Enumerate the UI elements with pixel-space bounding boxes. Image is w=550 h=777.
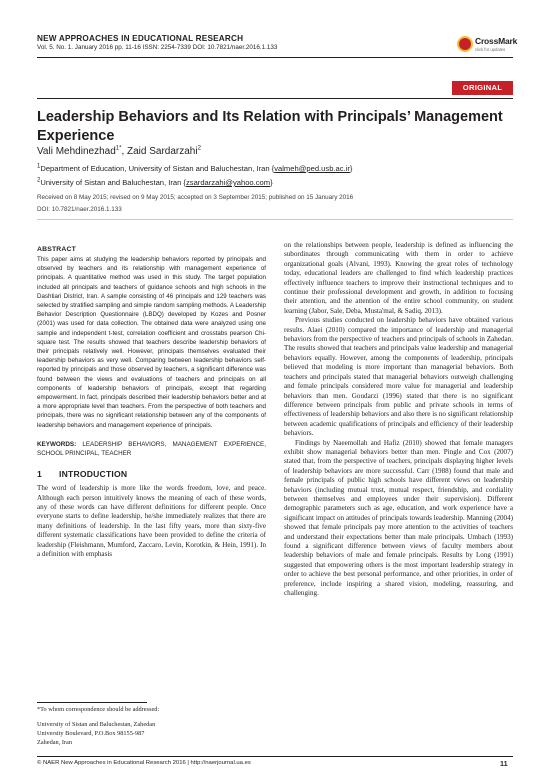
crossmark-icon	[457, 36, 473, 52]
correspondence-address-line: University Boulevard, P.O.Box 98155-987	[37, 730, 145, 737]
abstract-heading: ABSTRACT	[37, 246, 76, 253]
badge-divider	[37, 98, 513, 99]
journal-name: NEW APPROACHES IN EDUCATIONAL RESEARCH	[37, 34, 244, 43]
email-link[interactable]: valmeh@ped.usb.ac.ir	[274, 164, 350, 173]
meta-divider	[37, 219, 513, 220]
footnote-divider	[37, 702, 147, 703]
article-type-badge: ORIGINAL	[452, 81, 513, 95]
keywords-text: LEADERSHIP BEHAVIORS, MANAGEMENT EXPERIENCE, SCHOOL PRINCIPAL, TEACHER	[37, 440, 266, 458]
section-title: INTRODUCTION	[59, 469, 128, 480]
author-separator: ,	[121, 146, 127, 157]
affiliation-1	[37, 164, 352, 173]
affiliation-close: }	[270, 178, 273, 187]
section-number: 1	[37, 469, 42, 480]
page-number: 11	[500, 759, 508, 768]
abstract-text: This paper aims at studying the leadership behaviors reported by principals and observed by teachers and its relationship with management experience of principals. A quantitative method was used in this study. The target population included all principals and teachers of guidance schools and high schools in the Dashtiari District, Iran. A sample consisting of 46 principals and 129 teachers was selected by stratified sampling and simple random sampling methods. A Leadership Behavior Description Questionnaire (LBDQ) developed by Kozes and Posner (2001) was used for data collection. The obtained data were analyzed using one sample and independent t-test, correlation coefficient and crosstabs pearson Chi-square test. The results showed that teachers describe leadership behaviors of their principals relatively well. However, principals themselves evaluated their leadership behaviors as very well. Comparing between leadership behaviors self-reported by principals and those observed by teachers, a significant difference was found between the views and evaluations of teachers and principals on all components of leadership behaviors of principals, except that regarding empowerment. In fact, principals described their leadership behaviors better and at a more appropriate level than teachers. From the perspective of both teachers and principals, there was no significant relationship between any of the components of leadership behaviors and management experience of principals.	[37, 256, 266, 429]
body-paragraph: Previous studies conducted on leadership behaviors have obtained various results. Alaei (2010) compared the importance of leadership and managerial behaviors from the perspective of teachers and principals of schools in Zahedan. The results showed that teachers and principals value leadership and managerial behaviors equally. However, among the components of leadership, principals believed that modeling is more important than managerial behaviors. Both teachers and principals stated that managerial behaviors outweigh challenging and female principals considered more value for managerial and leadership behaviors than men. Goudarzi (1996) stated that there is no significant difference between principals from public and private schools in terms of effectiveness of leadership behaviors and also there is no significant relationship between academic qualifications of principals and efficiency of their leadership behaviors.	[284, 316, 513, 438]
article-doi: DOI: 10.7821/naer.2016.1.133	[37, 206, 122, 213]
author-affiliation-marker: 2	[197, 145, 201, 152]
author-affiliation-marker: 1*	[115, 145, 122, 152]
affiliation-2	[37, 178, 273, 187]
article-title: Leadership Behaviors and Its Relation with Principals’ Management Experience	[37, 109, 503, 144]
body-paragraph: on the relationships between people, leadership is defined as influencing the subordinates through communicating with them in order to achieve organizational goals (Alvani, 1993). Knowing the great roles of technology today, educational leaders are challenged to find which leadership practices effectively influence teachers to improve their instructional techniques and to continue their professional development and growth, in addition to focusing their attention, and the attention of the entire school community, on student learning (Jabor, Sale, Deba, Musta'mal, & Sadiq, 2013).	[284, 241, 513, 315]
section-heading	[37, 469, 266, 479]
header-divider	[37, 57, 513, 58]
footer-copyright[interactable]: © NAER New Approaches in Educational Research 2016 | http://naerjournal.ua.es	[37, 760, 251, 766]
publication-dates: Received on 8 May 2015; revised on 9 May 2015; accepted on 3 September 2015; published on 15 January 2016	[37, 194, 354, 201]
affiliation-text: University of Sistan and Baluchestan, Iran {	[40, 178, 186, 187]
correspondence-address-line: University of Sistan and Baluchestan, Zahedan	[37, 721, 156, 728]
correspondence-address-line: Zahedan, Iran	[37, 739, 72, 746]
affiliation-marker: 2	[37, 177, 41, 184]
affiliation-text: Department of Education, University of Sistan and Baluchestan, Iran {	[40, 164, 275, 173]
keywords-label: KEYWORDS:	[37, 440, 77, 448]
author-name: Zaid Sardarzahi	[127, 146, 198, 157]
footer-divider	[37, 756, 513, 757]
keywords	[37, 440, 266, 458]
affiliation-marker: 1	[37, 163, 41, 170]
body-paragraph: Findings by Naeemollah and Hafiz (2010) showed that female managers exhibit show managerial behaviors better than men. Pingle and Cox (2007) stated that, from the perspective of teachers, principals displaying higher levels of leadership behaviors are more successful. Carr (1988) found that male and female principals of public high schools have different views on leadership behaviors (including mutual trust, mutual respect, friendship, and cordiality between themselves and employees under their supervision). Different demographic parameters such as age, education, and work experience have a significant impact on attitudes of principals towards leadership. Manning (2004) showed that female principals pay more attention to the activities of teachers and understand their expectations better than male principals. Umbach (1993) found a significant difference between views of faculty members about leadership behaviors of male and female principals. Results by Long (1991) suggested that empowering others is the most important leadership strategy in order to achieve the best personal performance, and other priorities, in order of preference, include inspiring a shared vision, modeling, reassuring, and challenging.	[284, 438, 513, 598]
author-name: Vali Mehdinezhad	[37, 146, 116, 157]
crossmark-logo[interactable]	[457, 35, 519, 55]
crossmark-subtitle: click for updates	[475, 47, 506, 52]
left-column	[37, 246, 266, 560]
email-link[interactable]: zsardarzahi@yahoo.com	[185, 178, 271, 187]
affiliation-close: }	[349, 164, 353, 173]
journal-meta: Vol. 5. No. 1. January 2016 pp. 11-16 ISSN: 2254-7339 DOI: 10.7821/naer.2016.1.133	[37, 44, 278, 51]
right-column	[284, 241, 513, 598]
introduction-text: The word of leadership is more like the words freedom, love, and peace. Although each person intuitively knows the meaning of each of these words, any of these words can have different definitions for different people. Once everyone starts to define leadership, he/she immediately realizes that there are many definitions of leadership. In the last fifty years, more than sixty-five different systematic classifications have been provided to define the criteria of leadership (Fleishmann, Mumford, Zaccaro, Levin, Korotkin, & Hein, 1991). In a definition with emphasis	[37, 484, 266, 559]
crossmark-word: CrossMark	[475, 36, 518, 46]
author-list	[37, 146, 201, 157]
correspondence-note: *To whom correspondence should be addressed:	[37, 706, 160, 713]
